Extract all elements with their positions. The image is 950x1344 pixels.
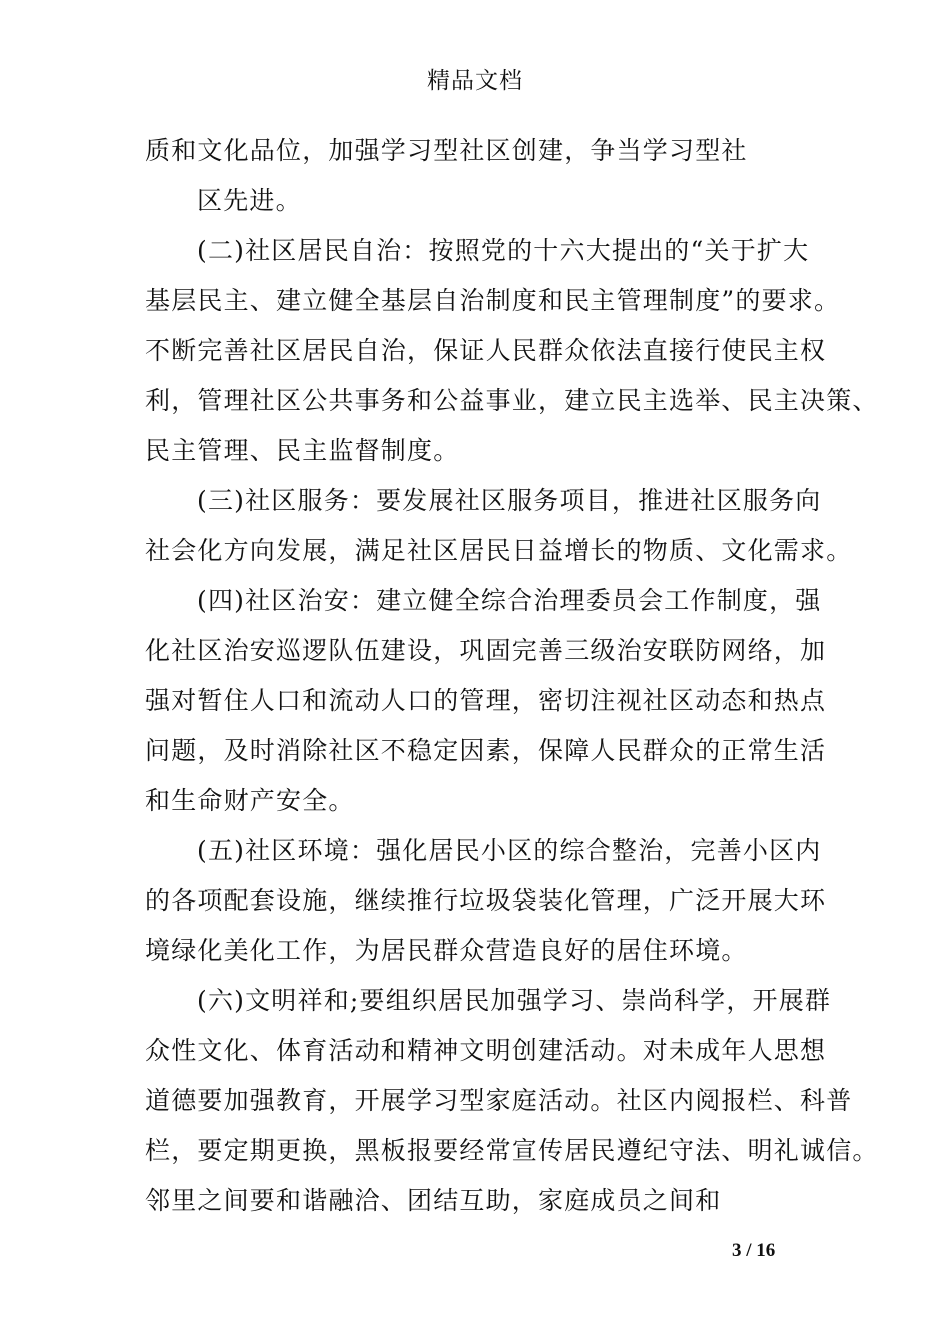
text-line: 利，管理社区公共事务和公益事业，建立民主选举、民主决策、 (145, 386, 879, 415)
text-line: 邻里之间要和谐融洽、团结互助，家庭成员之间和 (145, 1186, 722, 1215)
document-body (145, 126, 879, 1226)
text-line: 道德要加强教育，开展学习型家庭活动。社区内阅报栏、科普 (145, 1086, 853, 1115)
text-line: 不断完善社区居民自治，保证人民群众依法直接行使民主权 (145, 336, 827, 365)
text-line: 众性文化、体育活动和精神文明创建活动。对未成年人思想 (145, 1036, 827, 1065)
text-line: 民主管理、民主监督制度。 (145, 436, 460, 465)
text-line: 境绿化美化工作，为居民群众营造良好的居住环境。 (145, 936, 748, 965)
text-line: 社会化方向发展，满足社区居民日益增长的物质、文化需求。 (145, 536, 853, 565)
text-line: 栏，要定期更换，黑板报要经常宣传居民遵纪守法、明礼诚信。 (145, 1136, 879, 1165)
page-number: 3 / 16 (732, 1240, 776, 1261)
paragraph-start: (二)社区居民自治：按照党的十六大提出的“关于扩大 (197, 236, 810, 265)
text-line: 问题，及时消除社区不稳定因素，保障人民群众的正常生活 (145, 736, 827, 765)
text-line: 强对暂住人口和流动人口的管理，密切注视社区动态和热点 (145, 686, 827, 715)
paragraph-start: (四)社区治安：建立健全综合治理委员会工作制度，强 (197, 586, 822, 615)
text-line: 区先进。 (197, 186, 302, 215)
text-line: 基层民主、建立健全基层自治制度和民主管理制度”的要求。 (145, 286, 841, 315)
text-line: 和生命财产安全。 (145, 786, 355, 815)
paragraph-start: (五)社区环境：强化居民小区的综合整治，完善小区内 (197, 836, 822, 865)
paragraph-start: (六)文明祥和;要组织居民加强学习、崇尚科学，开展群 (197, 986, 832, 1015)
text-line: 质和文化品位，加强学习型社区创建，争当学习型社 (145, 136, 748, 165)
page-header: 精品文档 (427, 68, 523, 94)
text-line: 化社区治安巡逻队伍建设，巩固完善三级治安联防网络，加 (145, 636, 827, 665)
paragraph-start: (三)社区服务：要发展社区服务项目，推进社区服务向 (197, 486, 822, 515)
text-line: 的各项配套设施，继续推行垃圾袋装化管理，广泛开展大环 (145, 886, 827, 915)
